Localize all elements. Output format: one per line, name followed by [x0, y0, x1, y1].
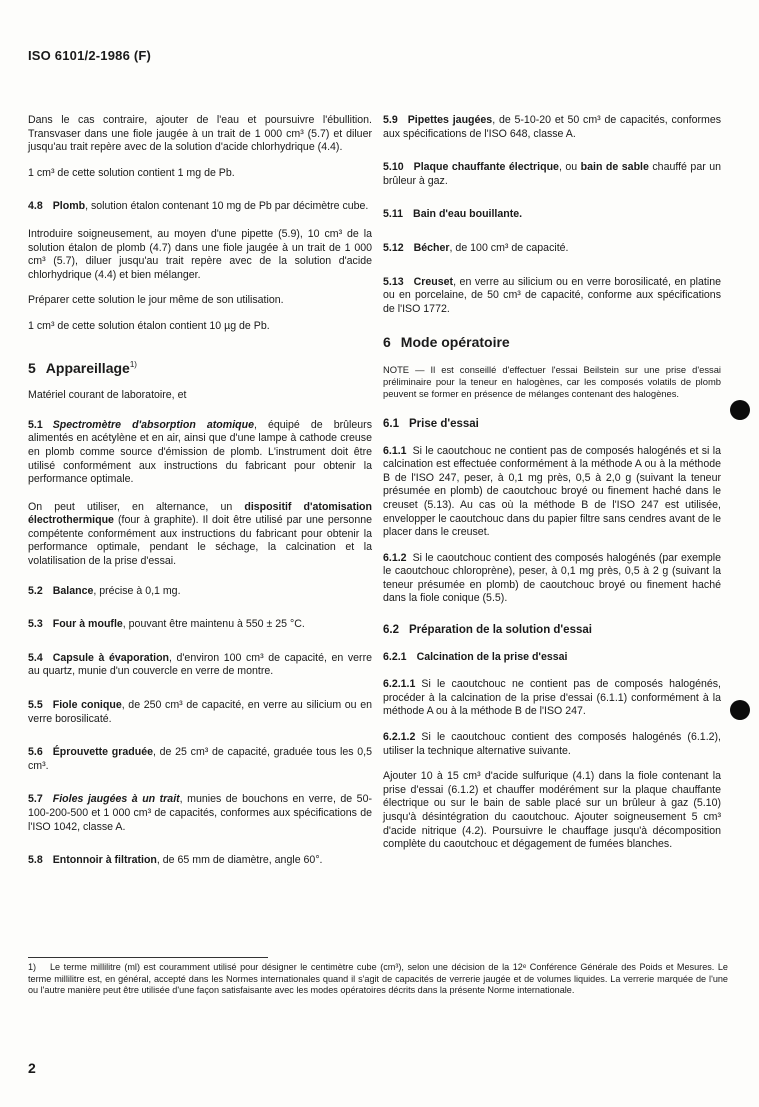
paragraph: Introduire soigneusement, au moyen d'une pipette (5.9), 10 cm³ de la solution étalon de plomb (4.7) dans une fiole jaugée à un trait de 1 000 cm³ (5.7), diluer jusqu'au trait repère avec de la solution d'acide chlorhydrique (4.4) et bien mélanger.: [28, 227, 372, 281]
clause-text: Si le caoutchouc ne contient pas de composés halogénés et si la calcination est effectuée conformément à la méthode A ou à la méthode B de l'ISO 247, peser, à 0,1 mg près, 0,5 à 2,0 g (suivant la teneur présumée en plomb) de caoutchouc broyé ou finement haché dans le creuset (5.13). Au cas où la méthode B de l'ISO 247 est utilisée, envelopper le caoutchouc dans du papier filtre sans cendres avant de le placer dans le creuset.: [383, 444, 721, 539]
subsection-6-2-heading: [383, 624, 721, 638]
clause-number: 6.2.1.2: [383, 731, 416, 744]
paragraph: 1 cm³ de cette solution contient 1 mg de Pb.: [28, 166, 235, 179]
footnote: [28, 962, 728, 997]
clause-term: Éprouvette graduée: [52, 746, 153, 759]
paragraph: Préparer cette solution le jour même de son utilisation.: [28, 294, 284, 307]
clause-5-11: [383, 208, 721, 222]
clause-5-12: [383, 242, 721, 256]
clause-text: Si le caoutchouc contient des composés halogénés (6.1.2), utiliser la technique alternative suivante.: [383, 731, 721, 757]
clause-6-1-1: [383, 445, 721, 540]
clause-term: Bain d'eau bouillante.: [413, 208, 523, 221]
section-title: Appareillage: [45, 359, 130, 376]
clause-number: 5.8: [28, 854, 43, 867]
footnote-divider: [28, 957, 268, 958]
note: NOTE — Il est conseillé d'effectuer l'essai Beilstein sur une prise d'essai préliminaire pour la teneur en halogènes, car les composés volatils de plomb peuvent se former en présence de mélanges contenant des halogènes.: [383, 363, 721, 399]
clause-term: Entonnoir à filtration: [52, 854, 157, 867]
clause-text: , munies de bouchons en verre, de 50-100-200-500 et 1 000 cm³ de capacités, conformes aux spécifications de l'ISO 1042, classe A.: [28, 793, 372, 833]
subsection-title: Préparation de la solution d'essai: [409, 624, 592, 637]
clause-term: Bécher: [413, 241, 450, 254]
clause-5-10: [383, 161, 721, 188]
clause-4-8: [28, 200, 372, 214]
page-number: 2: [28, 1060, 36, 1076]
clause-term: bain de sable: [580, 161, 649, 174]
clause-term: Pipettes jaugées: [407, 114, 493, 126]
clause-text: Si le caoutchouc contient des composés halogénés (par exemple le caoutchouc chloroprène), peser, à 0,1 mg près, 0,5 à 2 g (suivant la teneur présumée en plomb) de caoutchouc broyé ou finement haché dans la fiole conique (5.5).: [383, 551, 721, 605]
clause-number: 5.5: [28, 699, 43, 712]
clause-number: 5.1: [28, 418, 43, 431]
clause-5-13: [383, 276, 721, 317]
clause-number: 5.7: [28, 793, 43, 806]
subsection-title: Prise d'essai: [409, 417, 479, 430]
clause-text: , de 100 cm³ de capacité.: [449, 241, 569, 254]
subsection-number: 6.2: [383, 624, 399, 637]
footnote-ref: 1): [129, 359, 137, 369]
clause-5-8: [28, 854, 372, 868]
clause-term: Spectromètre d'absorption atomique: [52, 418, 254, 431]
subsection-6-1-heading: [383, 418, 721, 432]
clause-number: 5.3: [28, 618, 43, 631]
binder-hole-bottom: [730, 700, 750, 720]
clause-number: 5.13: [383, 275, 404, 288]
clause-term: Fiole conique: [52, 699, 122, 712]
clause-text: , équipé de brûleurs alimentés en acétylène et en air, ainsi que d'une lampe à cathode creuse en plomb comme source d'émission de plomb. L'instrument doit être utilisé conformément aux instructions du fabricant pour obtenir la performance optimale.: [28, 418, 372, 486]
clause-number: 5.4: [28, 651, 43, 664]
clause-text: , pouvant être maintenu à 550 ± 25 °C.: [122, 618, 305, 631]
clause-text: chauffé par un brûleur à gaz.: [383, 161, 722, 187]
clause-term: Capsule à évaporation: [52, 651, 170, 664]
subsection-number: 6.1: [383, 417, 399, 430]
clause-5-7: [28, 793, 372, 834]
clause-number: 6.2.1.1: [383, 678, 416, 691]
clause-number: 4.8: [28, 200, 43, 213]
paragraph: Ajouter 10 à 15 cm³ d'acide sulfurique (4.1) dans la fiole contenant la prise d'essai (6.1.2) et chauffer modérément sur la plaque chauffante électrique ou sur le bain de sable placé sur un brûleur à gaz (5.10) jusqu'à désintégration du caoutchouc. Ajouter soigneusement 5 cm³ d'acide nitrique (4.2). Poursuivre le chauffage jusqu'à décomposition complète du caoutchouc et dégagement de fumées blanches.: [383, 770, 721, 851]
paragraph: [28, 501, 372, 569]
document-header: ISO 6101/2-1986 (F): [28, 48, 152, 63]
clause-text: Si le caoutchouc ne contient pas de composés halogénés, procéder à la calcination de la prise d'essai (6.1.1) conformément à la méthode A ou à la méthode B de l'ISO 247.: [383, 678, 721, 718]
text: (four à graphite). Il doit être utilisé par une personne compétente conformément aux instructions du fabricant pour obtenir la performance optimale, pendant le séchage, la calcination et la volatilisation de la prise d'essai.: [28, 514, 372, 568]
paragraph: Dans le cas contraire, ajouter de l'eau et poursuivre l'ébullition. Transvaser dans une fiole jaugée à un trait de 1 000 cm³ (5.7) et diluer jusqu'au trait repère avec de la solution d'acide chlorhydrique (4.4).: [28, 114, 372, 154]
section-number: 6: [383, 334, 391, 351]
footnote-mark: 1): [28, 962, 37, 972]
subsection-title: Calcination de la prise d'essai: [416, 650, 568, 663]
left-column: [28, 114, 372, 882]
section-title: Mode opératoire: [400, 334, 510, 351]
footnote-text: Le terme millilitre (ml) est couramment utilisé pour désigner le centimètre cube (cm³), selon une décision de la 12ᵉ Conférence Générale des Poids et Mesures. Le terme millilitre est, en général, accepté dans les Normes internationales quand il s'agit de capacités de verrerie jaugée et de volumes liquides. La verrerie marquée de l'une ou l'autre manière peut être utilisée d'une façon satisfaisante avec les modes opératoires décrits dans la présente Norme internationale.: [28, 962, 728, 996]
clause-5-2: [28, 585, 372, 599]
text: On peut utiliser, en alternance, un: [28, 500, 245, 513]
clause-5-5: [28, 699, 372, 726]
clause-text: , précise à 0,1 mg.: [93, 584, 181, 597]
clause-6-2-1-1: [383, 678, 721, 719]
clause-term: Creuset: [413, 275, 454, 288]
binder-hole-top: [730, 400, 750, 420]
clause-text: , solution étalon contenant 10 mg de Pb par décimètre cube.: [85, 200, 369, 213]
paragraph: 1 cm³ de cette solution étalon contient 10 µg de Pb.: [28, 319, 270, 332]
clause-term: Plomb: [52, 200, 86, 213]
clause-number: 6.1.1: [383, 444, 407, 457]
term: dispositif d'atomisation électrothermique: [28, 500, 372, 527]
clause-number: 5.9: [383, 114, 398, 126]
clause-5-3: [28, 618, 372, 632]
clause-number: 5.10: [383, 161, 404, 174]
clause-5-1: [28, 419, 372, 487]
clause-number: 5.12: [383, 241, 404, 254]
clause-term: Fioles jaugées à un trait: [52, 793, 180, 806]
paragraph: Matériel courant de laboratoire, et: [28, 389, 187, 402]
clause-number: 5.11: [383, 208, 404, 221]
section-number: 5: [28, 359, 36, 376]
clause-text: , de 5-10-20 et 50 cm³ de capacités, conformes aux spécifications de l'ISO 648, classe A.: [383, 114, 722, 140]
clause-text: , en verre au silicium ou en verre borosilicaté, en platine ou en porcelaine, de 50 cm³ de capacité, conforme aux spécifications de l'ISO 1772.: [383, 275, 721, 315]
clause-text: , de 25 cm³ de capacité, graduée tous les 0,5 cm³.: [28, 746, 372, 772]
clause-text: , de 250 cm³ de capacité, en verre au silicium ou en verre borosilicaté.: [28, 699, 373, 725]
clause-6-1-2: [383, 552, 721, 606]
section-5-heading: [28, 358, 372, 376]
clause-6-2-1-2: [383, 731, 721, 758]
clause-text: , d'environ 100 cm³ de capacité, en verre au quartz, munie d'un couvercle en verre de montre.: [28, 651, 372, 678]
clause-number: 5.2: [28, 584, 43, 597]
clause-number: 5.6: [28, 746, 43, 759]
clause-term: Balance: [52, 584, 94, 597]
clause-5-4: [28, 652, 372, 679]
clause-number: 6.1.2: [383, 551, 407, 564]
clause-5-9: [383, 114, 721, 141]
clause-text: , ou: [558, 161, 581, 174]
subsection-number: 6.2.1: [383, 650, 407, 663]
right-column: [383, 114, 721, 864]
clause-term: Four à moufle: [52, 618, 123, 631]
clause-term: Plaque chauffante électrique: [413, 161, 559, 174]
clause-5-6: [28, 746, 372, 773]
section-6-heading: [383, 336, 721, 350]
subsection-6-2-1-heading: [383, 651, 721, 665]
clause-text: , de 65 mm de diamètre, angle 60°.: [156, 854, 323, 867]
